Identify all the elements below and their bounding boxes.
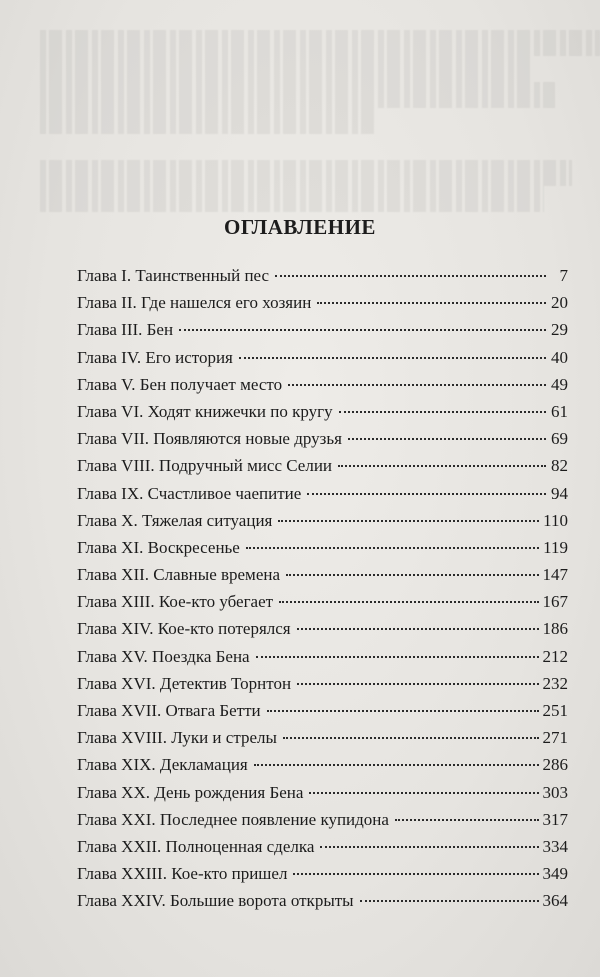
page-number: 251	[542, 701, 568, 720]
page-number: 69	[551, 429, 568, 449]
dot-leader	[317, 302, 546, 304]
dot-leader	[179, 329, 546, 331]
chapter-title: Глава IV. Его история	[77, 347, 233, 367]
chapter-title: Глава II. Где нашелся его хозяин	[77, 293, 312, 313]
page-number: 167	[542, 592, 568, 612]
chapter-title: Глава XVII. Отвага Бетти	[77, 701, 261, 720]
dot-leader	[293, 873, 538, 875]
toc-entry[interactable]	[77, 320, 568, 347]
chapter-title: Глава XVIII. Луки и стрелы	[77, 728, 277, 748]
dot-leader	[246, 547, 539, 549]
toc-entry[interactable]	[77, 511, 568, 538]
bleed-through-text	[40, 30, 600, 230]
page-number: 147	[542, 565, 568, 585]
page-number: 364	[542, 891, 568, 911]
page-number: 271	[542, 728, 568, 748]
chapter-title: Глава XV. Поездка Бена	[77, 646, 250, 666]
chapter-title: Глава XII. Славные времена	[77, 565, 281, 585]
toc-entry[interactable]	[77, 293, 568, 320]
page-number: 186	[542, 619, 568, 639]
dot-leader	[256, 656, 539, 658]
chapter-title: Глава XIX. Декламация	[77, 755, 248, 775]
toc-entry[interactable]	[77, 701, 568, 728]
chapter-title: Глава VII. Появляются новые друзья	[77, 429, 342, 449]
toc-entry[interactable]	[77, 565, 568, 592]
chapter-title: Глава X. Тяжелая ситуация	[77, 510, 273, 530]
toc-entry[interactable]	[77, 348, 568, 375]
page-number: 349	[542, 864, 568, 884]
dot-leader	[348, 438, 546, 440]
dot-leader	[267, 710, 539, 712]
dot-leader	[307, 493, 546, 495]
dot-leader	[279, 601, 538, 603]
dot-leader	[338, 465, 546, 467]
page-number: 40	[551, 347, 568, 367]
page-number: 20	[551, 293, 568, 313]
toc-entry[interactable]	[77, 674, 568, 701]
toc-entry[interactable]	[77, 783, 568, 810]
dot-leader	[278, 520, 539, 522]
toc-entry[interactable]	[77, 375, 568, 402]
page-number: 212	[542, 646, 568, 666]
chapter-title: Глава XVI. Детектив Торнтон	[77, 673, 292, 693]
dot-leader	[254, 764, 539, 766]
table-of-contents	[77, 266, 568, 919]
dot-leader	[309, 792, 538, 794]
page-number: 82	[551, 456, 568, 476]
page-number: 110	[543, 510, 568, 530]
dot-leader	[283, 737, 539, 739]
toc-entry[interactable]	[77, 619, 568, 646]
toc-entry[interactable]	[77, 484, 568, 511]
toc-entry[interactable]	[77, 755, 568, 782]
page-number: 334	[542, 836, 568, 856]
chapter-title: Глава III. Бен	[77, 320, 174, 340]
toc-entry[interactable]	[77, 647, 568, 674]
toc-entry[interactable]	[77, 864, 568, 891]
chapter-title: Глава I. Таинственный пес	[77, 266, 270, 285]
chapter-title: Глава XIII. Кое-кто убегает	[77, 592, 274, 612]
toc-entry[interactable]	[77, 728, 568, 755]
page-number: 49	[551, 374, 568, 394]
chapter-title: Глава XXII. Полноценная сделка	[77, 836, 315, 856]
chapter-title: Глава XI. Воскресенье	[77, 537, 240, 557]
dot-leader	[297, 683, 538, 685]
toc-entry[interactable]	[77, 402, 568, 429]
page-number: 303	[542, 782, 568, 802]
dot-leader	[339, 411, 546, 413]
toc-entry[interactable]	[77, 592, 568, 619]
chapter-title: Глава IX. Счастливое чаепитие	[77, 483, 302, 503]
page-number: 61	[551, 401, 568, 421]
dot-leader	[395, 819, 539, 821]
page-number: 119	[543, 537, 568, 557]
chapter-title: Глава VI. Ходят книжечки по кругу	[77, 401, 333, 421]
page-number: 7	[559, 266, 568, 285]
chapter-title: Глава XX. День рождения Бена	[77, 782, 304, 802]
toc-entry[interactable]	[77, 456, 568, 483]
dot-leader	[239, 357, 546, 359]
page-number: 317	[542, 809, 568, 829]
chapter-title: Глава XXIV. Большие ворота открыты	[77, 891, 354, 911]
toc-entry[interactable]	[77, 810, 568, 837]
dot-leader	[288, 384, 546, 386]
dot-leader	[297, 628, 539, 630]
page-title: ОГЛАВЛЕНИЕ	[224, 215, 376, 239]
page-number: 286	[542, 755, 568, 775]
dot-leader	[320, 846, 538, 848]
chapter-title: Глава XIV. Кое-кто потерялся	[77, 619, 291, 639]
chapter-title: Глава VIII. Подручный мисс Селии	[77, 456, 333, 476]
chapter-title: Глава V. Бен получает место	[77, 374, 283, 394]
toc-entry[interactable]	[77, 891, 568, 918]
toc-entry[interactable]	[77, 538, 568, 565]
dot-leader	[275, 275, 546, 277]
page-number: 232	[542, 673, 568, 693]
chapter-title: Глава XXI. Последнее появление купидона	[77, 809, 389, 829]
dot-leader	[360, 900, 539, 902]
toc-entry[interactable]	[77, 837, 568, 864]
chapter-title: Глава XXIII. Кое-кто пришел	[77, 864, 288, 884]
dot-leader	[286, 574, 538, 576]
page-number: 94	[551, 483, 568, 503]
toc-entry[interactable]	[77, 429, 568, 456]
toc-entry[interactable]	[77, 266, 568, 293]
page-number: 29	[551, 320, 568, 340]
